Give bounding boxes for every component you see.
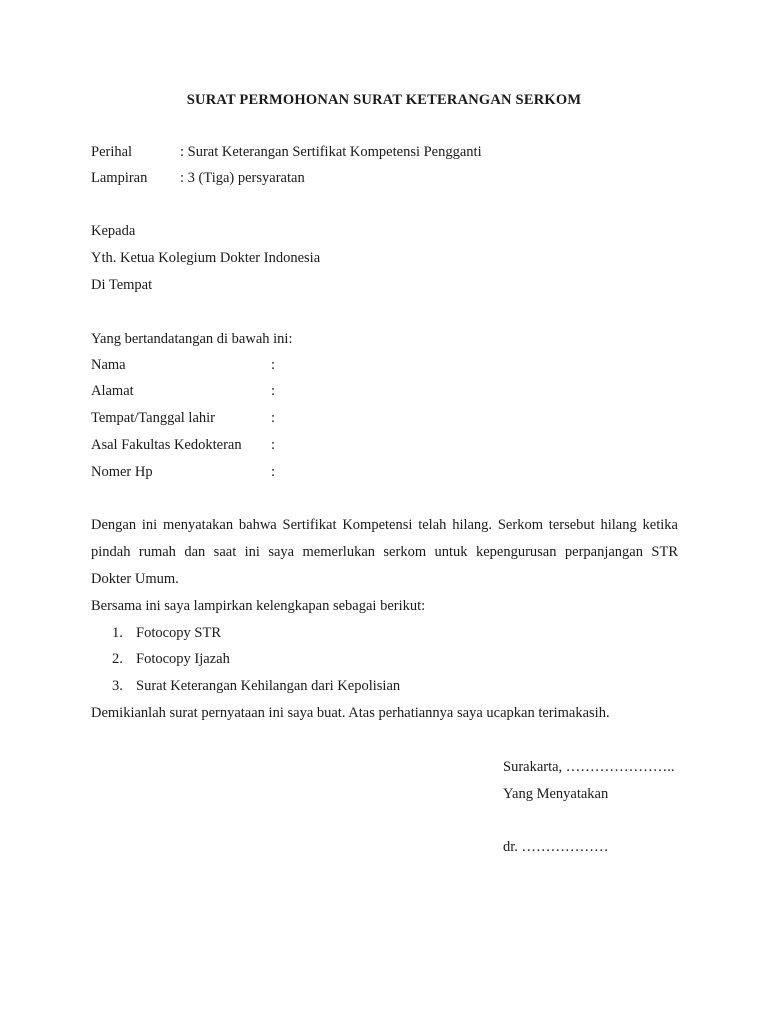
- recipient-line-3: Di Tempat: [91, 277, 153, 293]
- signature-place-date: Surakarta, …………………..: [503, 759, 675, 775]
- field-sep-ttl: :: [271, 410, 276, 426]
- list-item-number: 1.: [112, 625, 123, 641]
- field-label-nama: Nama: [91, 357, 126, 373]
- list-item: Fotocopy STR: [136, 625, 221, 641]
- body-paragraph-last: Dokter Umum.: [91, 571, 179, 587]
- perihal-value: : Surat Keterangan Sertifikat Kompetensi Pengganti: [180, 144, 482, 160]
- field-label-alamat: Alamat: [91, 383, 134, 399]
- attachments-intro: Bersama ini saya lampirkan kelengkapan sebagai berikut:: [91, 598, 426, 614]
- recipient-line-2: Yth. Ketua Kolegium Dokter Indonesia: [91, 250, 321, 266]
- perihal-label: Perihal: [91, 144, 133, 160]
- intro-text: Yang bertandatangan di bawah ini:: [91, 331, 293, 347]
- body-paragraph-main: Dengan ini menyatakan bahwa Sertifikat Kompetensi telah hilang. Serkom tersebut hilang ketika pindah rumah dan saat ini saya memerlukan serkom untuk kepengurusan perpanjangan STR: [91, 517, 678, 560]
- list-item-number: 2.: [112, 651, 123, 667]
- list-item: Surat Keterangan Kehilangan dari Kepolisian: [136, 678, 401, 694]
- list-item: Fotocopy Ijazah: [136, 651, 230, 667]
- closing-text: Demikianlah surat pernyataan ini saya buat. Atas perhatiannya saya ucapkan terimakasih.: [91, 705, 610, 721]
- page-title: SURAT PERMOHONAN SURAT KETERANGAN SERKOM: [186, 92, 582, 108]
- field-label-fakultas: Asal Fakultas Kedokteran: [91, 437, 242, 453]
- list-item-number: 3.: [112, 678, 123, 694]
- body-paragraph: [91, 512, 678, 593]
- recipient-line-1: Kepada: [91, 223, 136, 239]
- field-sep-nama: :: [271, 357, 276, 373]
- lampiran-value: : 3 (Tiga) persyaratan: [180, 170, 305, 186]
- lampiran-label: Lampiran: [91, 170, 148, 186]
- field-sep-hp: :: [271, 464, 276, 480]
- signature-role: Yang Menyatakan: [503, 786, 609, 802]
- signature-name: dr. ………………: [503, 839, 609, 855]
- field-sep-fakultas: :: [271, 437, 276, 453]
- field-sep-alamat: :: [271, 383, 276, 399]
- field-label-ttl: Tempat/Tanggal lahir: [91, 410, 215, 426]
- field-label-hp: Nomer Hp: [91, 464, 153, 480]
